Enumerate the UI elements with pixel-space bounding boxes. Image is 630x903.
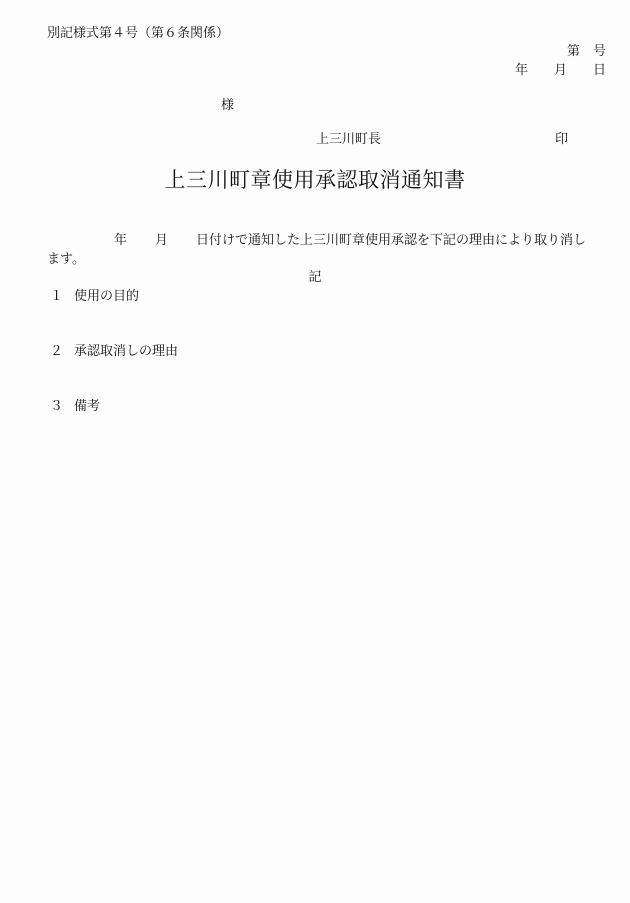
body-text: 日付けで通知した上三川町章使用承認を下記の理由により取り消し bbox=[196, 233, 587, 248]
body-month: 月 bbox=[155, 233, 169, 248]
item-label: 承認取消しの理由 bbox=[74, 344, 179, 359]
item-number: ３ bbox=[50, 399, 64, 414]
document-title: 上三川町章使用承認取消通知書 bbox=[164, 168, 466, 192]
form-reference: 別記様式第４号（第６条関係） bbox=[47, 26, 230, 41]
sender-name: 上三川町長 bbox=[316, 132, 382, 147]
list-item bbox=[50, 400, 100, 413]
body-text-line2: ます。 bbox=[47, 252, 85, 267]
document-date: 年 月 日 bbox=[514, 63, 606, 78]
document-number: 第 号 bbox=[566, 44, 606, 59]
body-text-line1 bbox=[114, 234, 586, 247]
list-item bbox=[50, 345, 178, 358]
body-year: 年 bbox=[114, 233, 128, 248]
seal-mark: 印 bbox=[555, 132, 569, 147]
addressee-honorific: 様 bbox=[221, 98, 235, 113]
item-label: 備考 bbox=[74, 399, 101, 414]
ki-heading: 記 bbox=[308, 270, 322, 285]
item-label: 使用の目的 bbox=[74, 289, 140, 304]
list-item bbox=[50, 290, 139, 303]
item-number: ２ bbox=[50, 344, 64, 359]
item-number: １ bbox=[50, 289, 64, 304]
